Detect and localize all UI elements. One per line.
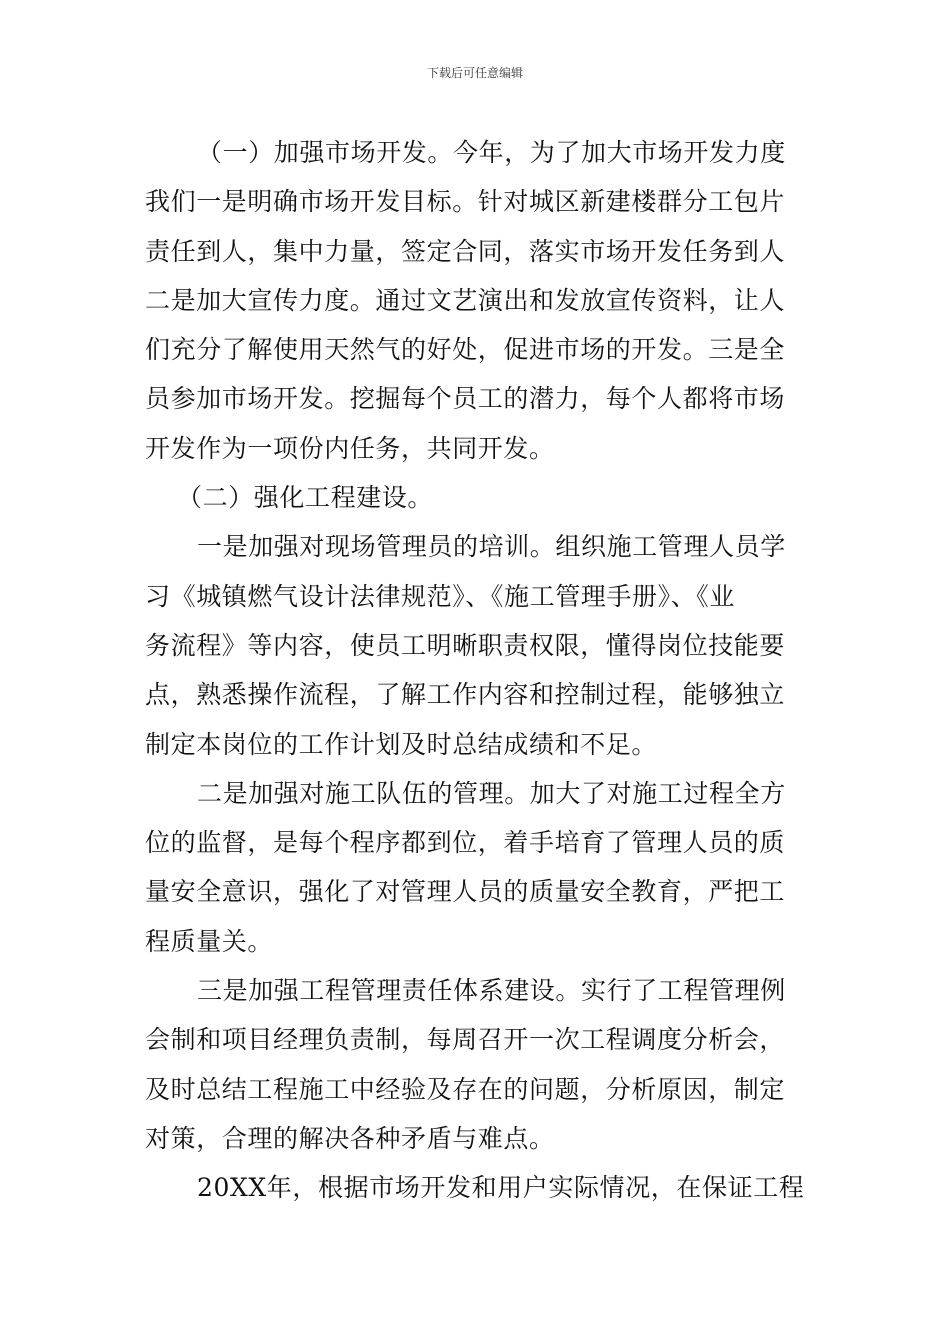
text-line: 20XX年，根据市场开发和用户实际情况，在保证工程 <box>197 1173 805 1203</box>
text-line: 习《城镇燃气设计法律规范》、《施工管理手册》、《业 <box>145 581 736 611</box>
text-line: 二是加大宣传力度。通过文艺演出和发放宣传资料，让人 <box>145 285 786 315</box>
text-line: 们充分了解使用天然气的好处，促进市场的开发。三是全 <box>145 335 786 365</box>
text-line: 一是加强对现场管理员的培训。组织施工管理人员学 <box>197 532 786 562</box>
text-line: 责任到人，集中力量，签定合同，落实市场开发任务到人 <box>145 236 786 266</box>
text-line: 及时总结工程施工中经验及存在的问题，分析原因，制定 <box>145 1074 786 1104</box>
text-line: 会制和项目经理负责制，每周召开一次工程调度分析会， <box>145 1025 786 1055</box>
document-body <box>145 128 810 1213</box>
text-line: 程质量关。 <box>145 926 274 956</box>
text-line: （一）加强市场开发。今年，为了加大市场开发力度 <box>197 138 786 167</box>
text-line: 我们一是明确市场开发目标。针对城区新建楼群分工包片 <box>145 187 786 217</box>
text-line: 量安全意识，强化了对管理人员的质量安全教育，严把工 <box>145 877 786 907</box>
page-header: 下载后可任意编辑 <box>426 66 523 80</box>
text-line: 点，熟悉操作流程，了解工作内容和控制过程，能够独立 <box>145 680 786 710</box>
section-heading: （二）强化工程建设。 <box>177 483 434 513</box>
text-line: 开发作为一项份内任务，共同开发。 <box>145 433 555 463</box>
text-line: 员参加市场开发。挖掘每个员工的潜力，每个人都将市场 <box>145 384 786 414</box>
text-line: 二是加强对施工队伍的管理。加大了对施工过程全方 <box>197 778 786 808</box>
text-line: 对策，合理的解决各种矛盾与难点。 <box>145 1123 555 1153</box>
text-line: 制定本岗位的工作计划及时总结成绩和不足。 <box>145 729 658 759</box>
text-line: 位的监督，是每个程序都到位，着手培育了管理人员的质 <box>145 828 786 858</box>
text-line: 务流程》等内容，使员工明晰职责权限，懂得岗位技能要 <box>145 630 786 660</box>
text-line: 三是加强工程管理责任体系建设。实行了工程管理例 <box>197 976 786 1006</box>
